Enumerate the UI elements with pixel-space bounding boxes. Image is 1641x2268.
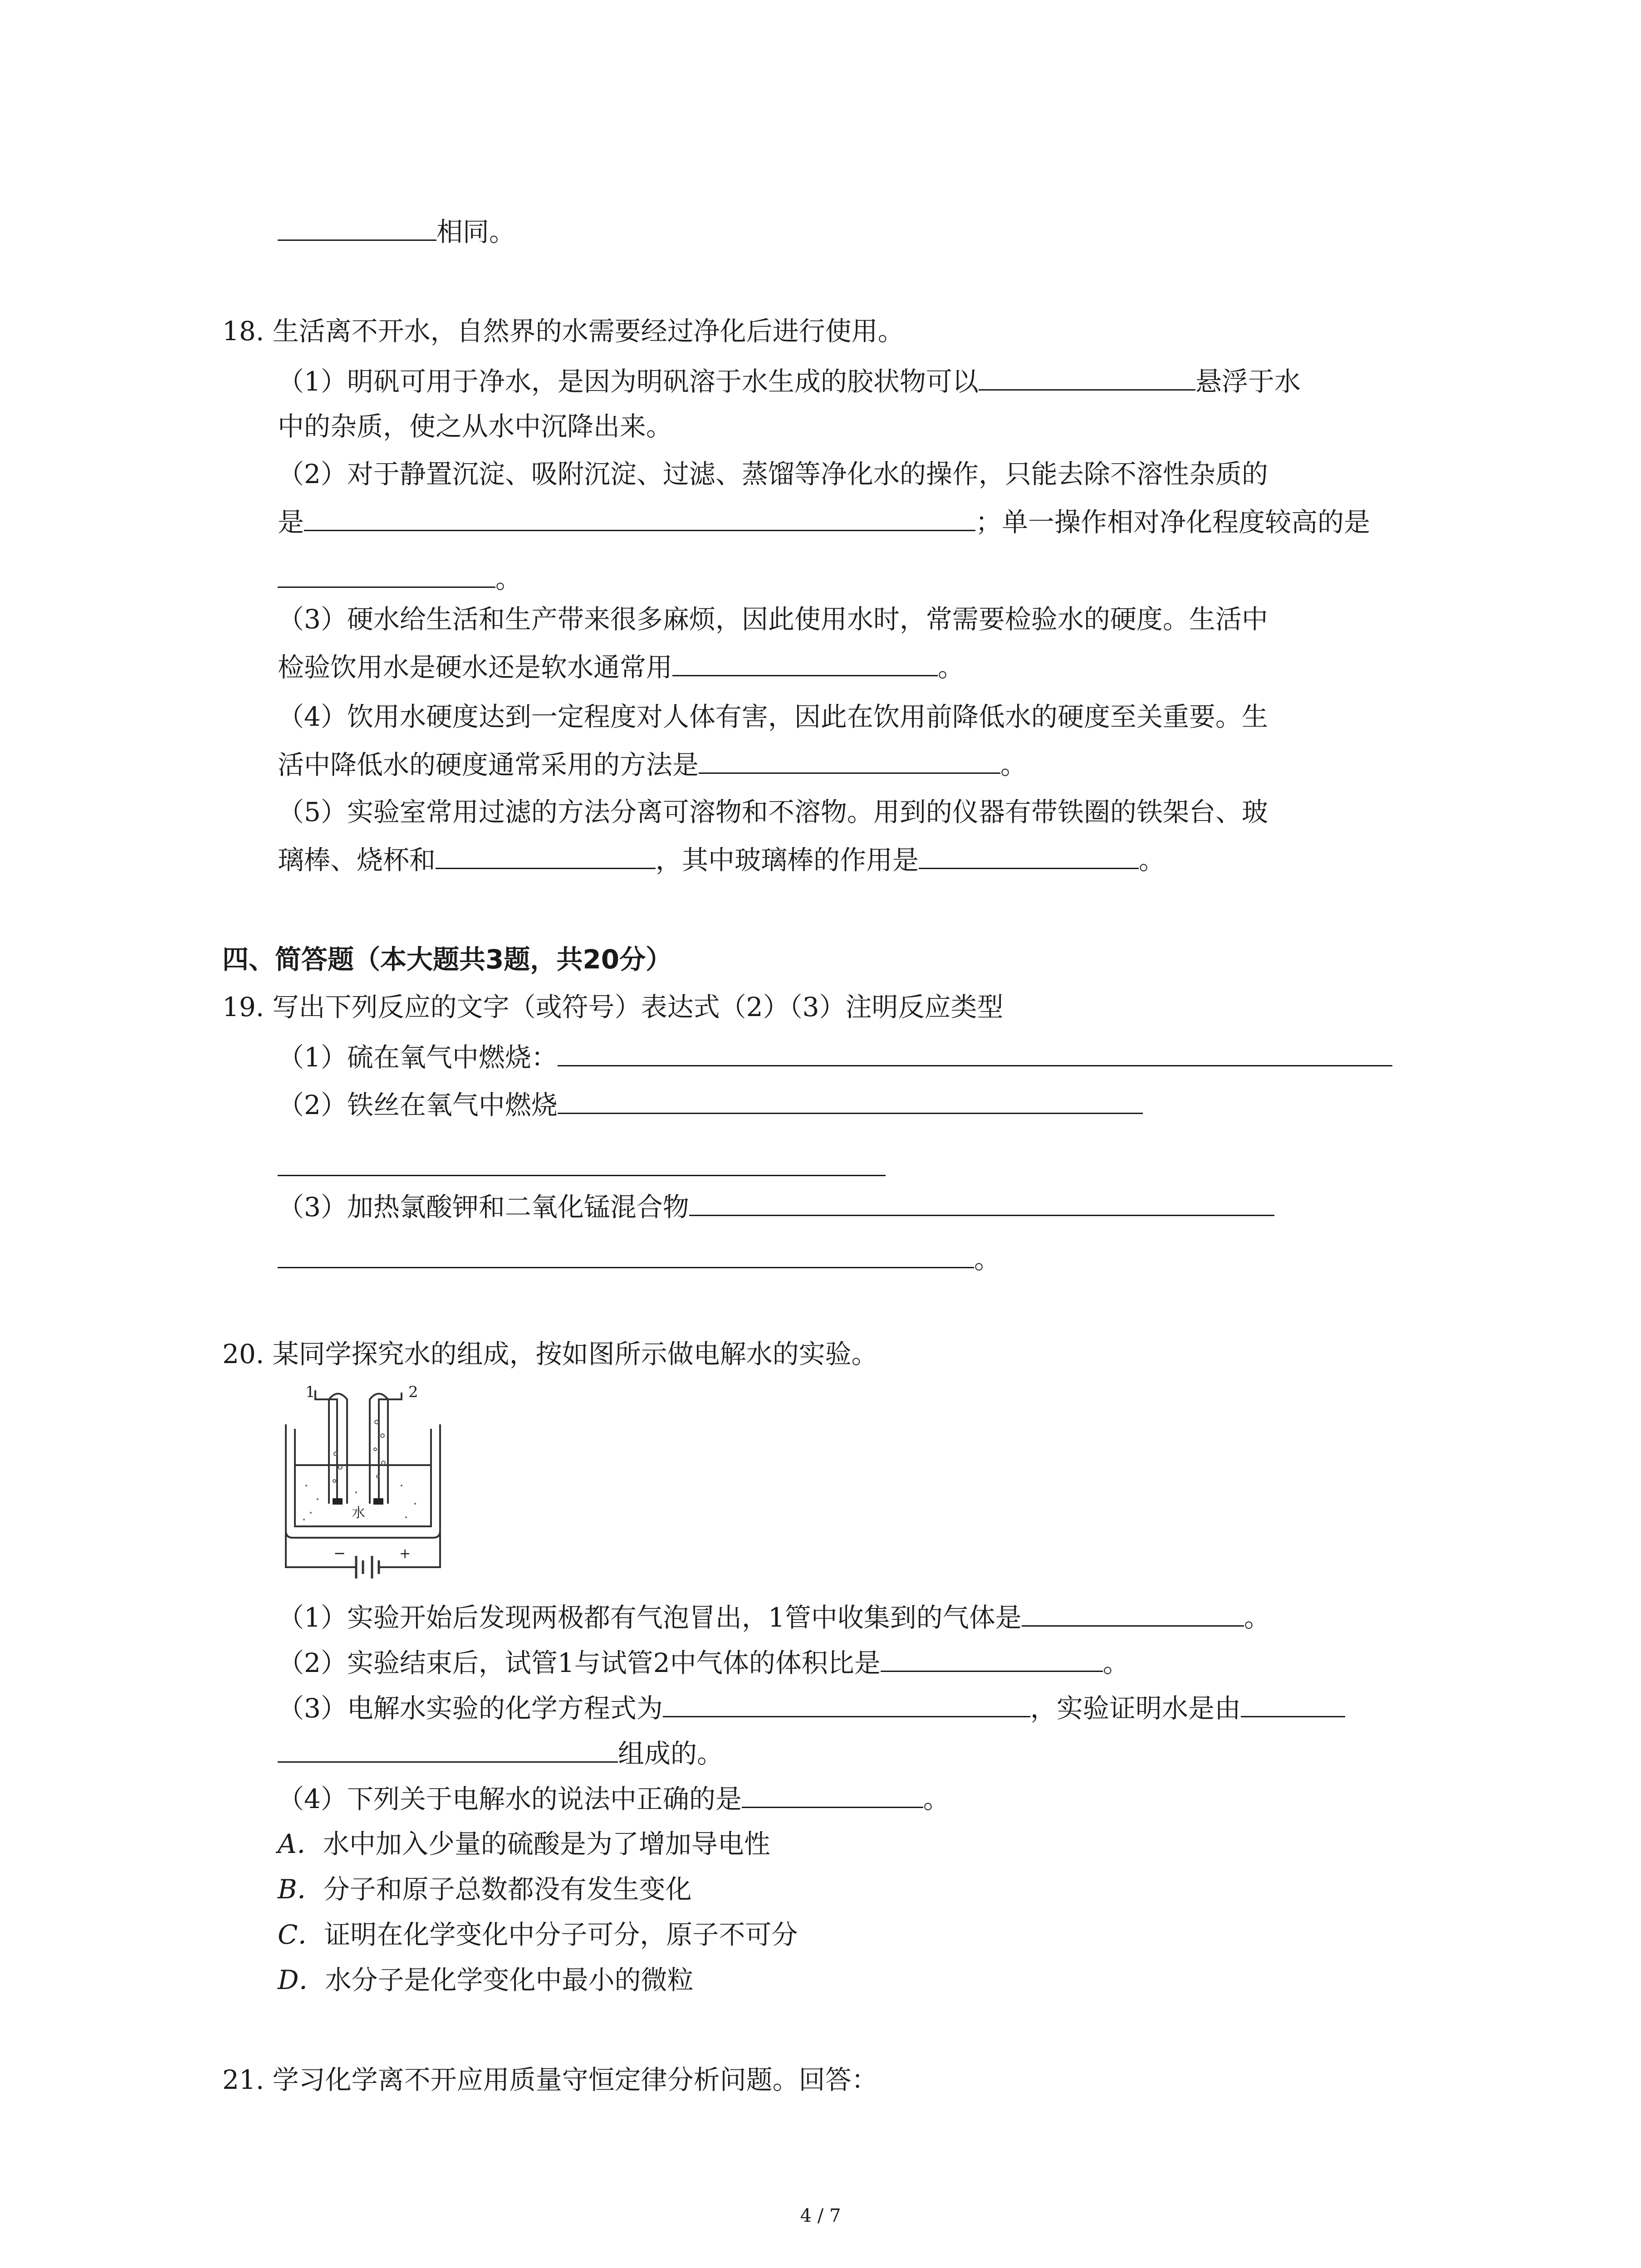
q20-p4-line: （4）下列关于电解水的说法中正确的是 。	[278, 1780, 950, 1817]
q18-p2-line3: 。	[278, 560, 522, 596]
plus-sign: +	[399, 1546, 411, 1562]
q18-p4-line1: （4）饮用水硬度达到一定程度对人体有害，因此在饮用前降低水的硬度至关重要。生	[278, 701, 1268, 732]
answer-blank[interactable]	[558, 1039, 1392, 1066]
electrolysis-apparatus-figure	[279, 1381, 460, 1585]
q19-p2-line: （2）铁丝在氧气中燃烧	[278, 1086, 1143, 1123]
answer-blank[interactable]	[278, 560, 495, 588]
answer-blank[interactable]	[881, 1644, 1103, 1672]
answer-blank[interactable]	[689, 1188, 1274, 1216]
answer-blank[interactable]	[742, 1780, 923, 1808]
wire-1	[315, 1390, 337, 1504]
q19-stem: 19. 写出下列反应的文字（或符号）表达式（2）（3）注明反应类型	[222, 992, 1004, 1022]
q19-p1-line: （1）硫在氧气中燃烧：	[278, 1039, 1392, 1075]
water-label: 水	[352, 1505, 365, 1521]
q20-p2-line: （2）实验结束后，试管1与试管2中气体的体积比是 。	[278, 1644, 1129, 1681]
q18-p5-line1: （5）实验室常用过滤的方法分离可溶物和不溶物。用到的仪器有带铁圈的铁架台、玻	[278, 797, 1268, 827]
answer-blank[interactable]	[1022, 1599, 1244, 1627]
electrode-1	[333, 1498, 343, 1505]
q17-tail-line	[278, 213, 515, 249]
answer-blank[interactable]	[278, 1175, 886, 1176]
q17-tail-text: 相同。	[436, 216, 516, 247]
answer-blank[interactable]	[278, 1735, 618, 1763]
q18-p5-line2: 璃棒、烧杯和 ，其中玻璃棒的作用是 。	[278, 841, 1165, 878]
q18-p4-line2: 活中降低水的硬度通常采用的方法是 。	[278, 746, 1027, 782]
answer-blank[interactable]	[699, 746, 1000, 774]
answer-blank[interactable]	[436, 841, 656, 869]
answer-blank[interactable]	[663, 1690, 1030, 1717]
answer-blank[interactable]	[979, 363, 1195, 391]
q20-option-d[interactable]: D．水分子是化学变化中最小的微粒	[278, 1965, 694, 1995]
answer-blank[interactable]	[558, 1086, 1143, 1114]
q18-p2-line1: （2）对于静置沉淀、吸附沉淀、过滤、蒸馏等净化水的操作，只能去除不溶性杂质的	[278, 459, 1268, 489]
q18-p3-line1: （3）硬水给生活和生产带来很多麻烦，因此使用水时，常需要检验水的硬度。生活中	[278, 604, 1268, 635]
answer-blank[interactable]	[278, 213, 436, 241]
bubbles	[333, 1420, 385, 1482]
section-heading: 四、简答题（本大题共3题，共20分）	[222, 944, 672, 975]
q19-p3-line2: 。	[278, 1241, 1000, 1277]
q18-p1-line1: （1）明矾可用于净水，是因为明矾溶于水生成的胶状物可以 悬浮于水	[278, 363, 1301, 399]
q20-stem: 20. 某同学探究水的组成，按如图所示做电解水的实验。	[222, 1339, 878, 1369]
battery-icon	[356, 1556, 379, 1579]
q18-stem: 18. 生活离不开水，自然界的水需要经过净化后进行使用。	[222, 316, 904, 347]
q20-option-c[interactable]: C．证明在化学变化中分子可分，原子不可分	[278, 1919, 798, 1950]
answer-blank[interactable]	[1241, 1690, 1345, 1717]
q20-p1-line: （1）实验开始后发现两极都有气泡冒出，1管中收集到的气体是 。	[278, 1599, 1270, 1635]
electrode-2	[373, 1498, 383, 1505]
answer-blank[interactable]	[304, 503, 975, 531]
q20-p3-line1: （3）电解水实验的化学方程式为 ，实验证明水是由	[278, 1690, 1345, 1726]
wire-2	[379, 1393, 402, 1504]
answer-blank[interactable]	[919, 841, 1139, 869]
q18-p1-line2: 中的杂质，使之从水中沉降出来。	[278, 411, 673, 442]
tube2-label: 2	[408, 1383, 418, 1401]
page-number: 4 / 7	[800, 2205, 841, 2226]
q20-p3-line2: 组成的。	[278, 1735, 723, 1771]
tube1-label: 1	[305, 1383, 315, 1401]
answer-blank[interactable]	[278, 1241, 974, 1268]
q20-option-b[interactable]: B．分子和原子总数都没有发生变化	[278, 1874, 692, 1905]
q18-p3-line2: 检验饮用水是硬水还是软水通常用 。	[278, 649, 964, 685]
q21-stem: 21. 学习化学离不开应用质量守恒定律分析问题。回答：	[222, 2064, 878, 2095]
q20-option-a[interactable]: A．水中加入少量的硫酸是为了增加导电性	[278, 1828, 770, 1859]
q19-p3-line: （3）加热氯酸钾和二氧化锰混合物	[278, 1188, 1274, 1225]
minus-sign: −	[333, 1545, 346, 1562]
q18-p2-line2: 是 ；单一操作相对净化程度较高的是	[278, 503, 1370, 540]
answer-blank[interactable]	[672, 649, 938, 676]
